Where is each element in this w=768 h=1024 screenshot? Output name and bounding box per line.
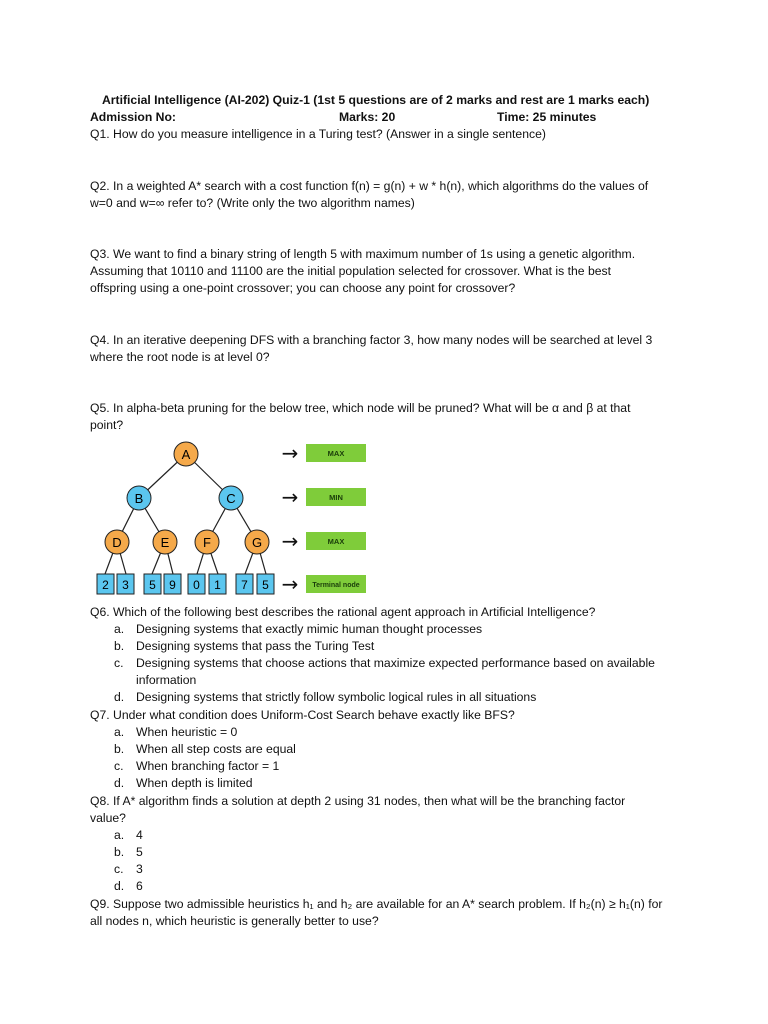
question-9 [90, 896, 690, 930]
leaf-6 [209, 574, 226, 594]
quiz-title: Artificial Intelligence (AI-202) Quiz-1 (1st 5 questions are of 2 marks and rest are 1 marks each) [102, 93, 650, 107]
svg-text:E: E [160, 535, 170, 550]
tree-node-d [105, 530, 129, 554]
option-b: b. Designing systems that pass the Turing Test [114, 639, 375, 653]
svg-text:MIN: MIN [329, 493, 343, 502]
question-3-line: offspring using a one-point crossover; you can choose any point for crossover? [90, 281, 516, 295]
svg-text:D: D [112, 535, 122, 550]
arrow-right-icon: → [281, 572, 299, 596]
arrow-right-icon: → [281, 529, 299, 553]
option-c-continued: information [136, 673, 197, 687]
question-5 [90, 400, 690, 434]
level-label-max [306, 532, 366, 550]
question-4-line: where the root node is at level 0? [90, 350, 270, 364]
level-label-terminal [306, 575, 366, 593]
leaf-2 [117, 574, 134, 594]
question-3 [90, 246, 690, 297]
question-6 [90, 604, 690, 706]
leaf-7 [236, 574, 253, 594]
alpha-beta-tree [92, 436, 372, 598]
svg-text:C: C [226, 491, 236, 506]
question-1 [90, 126, 690, 143]
admission-label: Admission No: [90, 110, 176, 124]
level-label-min [306, 488, 366, 506]
option-d: d. When depth is limited [114, 776, 253, 790]
question-3-line: Assuming that 10110 and 11100 are the initial population selected for crossover. What is the best [90, 264, 611, 278]
question-8-line: value? [90, 811, 126, 825]
arrow-right-icon: → [281, 441, 299, 465]
svg-text:2: 2 [102, 578, 109, 592]
option-b: b. When all step costs are equal [114, 742, 296, 756]
option-a: a. Designing systems that exactly mimic human thought processes [114, 622, 483, 636]
svg-text:G: G [251, 535, 263, 550]
option-a: a. 4 [114, 828, 143, 842]
question-8 [90, 793, 690, 895]
option-c: c. 3 [114, 862, 143, 876]
question-4-line: Q4. In an iterative deepening DFS with a branching factor 3, how many nodes will be searched at level 3 [90, 333, 653, 347]
question-7 [90, 707, 690, 792]
question-5-line: Q5. In alpha-beta pruning for the below tree, which node will be pruned? What will be α and β at that [90, 401, 631, 415]
tree-node-f [195, 530, 219, 554]
question-9-line: Q9. Suppose two admissible heuristics h₁ and h₂ are available for an A* search problem. If h₂(n) ≥ h₁(n) for [90, 897, 663, 911]
tree-node-e [153, 530, 177, 554]
svg-text:A: A [181, 447, 191, 462]
question-2 [90, 178, 690, 212]
leaf-5 [188, 574, 205, 594]
option-a: a. When heuristic = 0 [114, 725, 238, 739]
arrow-right-icon: → [281, 485, 299, 509]
tree-node-c [219, 486, 243, 510]
question-1-text: Q1. How do you measure intelligence in a Turing test? (Answer in a single sentence) [90, 127, 546, 141]
leaf-3 [144, 574, 161, 594]
question-2-line: Q2. In a weighted A* search with a cost function f(n) = g(n) + w * h(n), which algorithms do the values of [90, 179, 649, 193]
tree-node-a [174, 442, 198, 466]
svg-text:Terminal node: Terminal node [312, 582, 360, 589]
tree-edges [105, 454, 266, 574]
question-3-line: Q3. We want to find a binary string of length 5 with maximum number of 1s using a genetic algorithm. [90, 247, 636, 261]
option-c: c. Designing systems that choose actions that maximize expected performance based on available [114, 656, 655, 670]
time-label: Time: 25 minutes [497, 110, 597, 124]
svg-text:F: F [203, 535, 211, 550]
question-2-line: w=0 and w=∞ refer to? (Write only the two algorithm names) [90, 196, 415, 210]
svg-text:7: 7 [241, 578, 248, 592]
question-7-text: Q7. Under what condition does Uniform-Cost Search behave exactly like BFS? [90, 708, 515, 722]
option-d: d. Designing systems that strictly follow symbolic logical rules in all situations [114, 690, 537, 704]
svg-text:0: 0 [193, 578, 200, 592]
svg-text:5: 5 [262, 578, 269, 592]
svg-text:3: 3 [122, 578, 129, 592]
leaf-4 [164, 574, 181, 594]
leaf-8 [257, 574, 274, 594]
question-5-line: point? [90, 418, 124, 432]
question-8-line: Q8. If A* algorithm finds a solution at depth 2 using 31 nodes, then what will be the branching factor [90, 794, 626, 808]
svg-text:MAX: MAX [327, 537, 345, 546]
question-6-text: Q6. Which of the following best describes the rational agent approach in Artificial Intelligence? [90, 605, 596, 619]
option-b: b. 5 [114, 845, 143, 859]
svg-text:MAX: MAX [327, 449, 345, 458]
level-label-max [306, 444, 366, 462]
question-9-line: all nodes n, which heuristic is generally better to use? [90, 914, 379, 928]
option-d: d. 6 [114, 879, 143, 893]
marks-label: Marks: 20 [339, 110, 396, 124]
option-c: c. When branching factor = 1 [114, 759, 280, 773]
svg-text:9: 9 [169, 578, 176, 592]
svg-text:5: 5 [149, 578, 156, 592]
tree-node-b [127, 486, 151, 510]
leaf-1 [97, 574, 114, 594]
tree-node-g [245, 530, 269, 554]
question-4 [90, 332, 690, 366]
svg-text:B: B [134, 491, 144, 506]
svg-text:1: 1 [214, 578, 221, 592]
quiz-meta [90, 110, 710, 126]
